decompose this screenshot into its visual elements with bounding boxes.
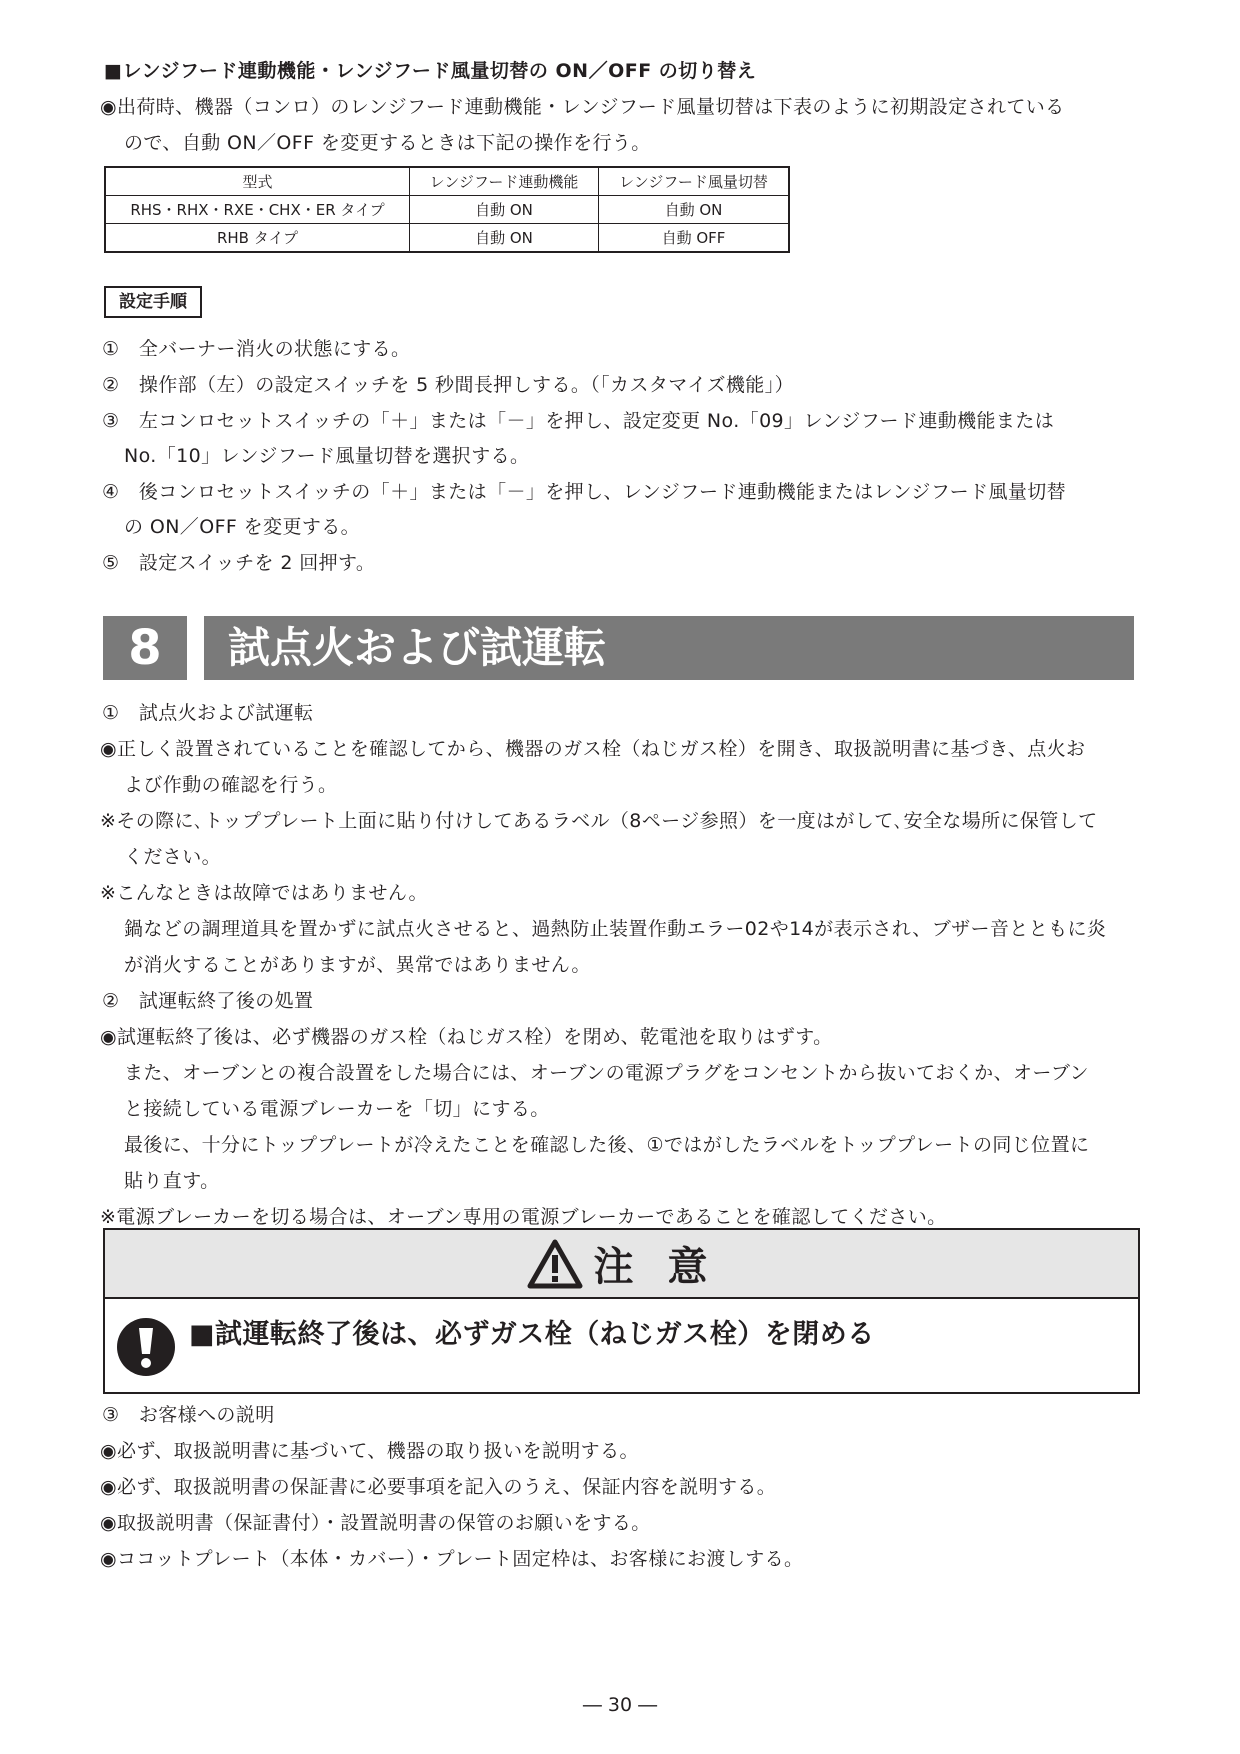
explanation-line: ◉必ず、取扱説明書の保証書に必要事項を記入のうえ、保証内容を説明する。: [100, 1476, 777, 1498]
intro-line: ので、自動 ON／OFF を変更するときは下記の操作を行う。: [124, 132, 651, 154]
section-number: 8: [103, 616, 187, 680]
body-line: ※その際に､トッププレート上面に貼り付けしてあるラベル（8ページ参照）を一度はがして､安全な場所に保管して: [100, 810, 1098, 832]
table-cell: 自動 ON: [410, 196, 599, 224]
explanation-line: ◉取扱説明書（保証書付）・設置説明書の保管のお願いをする。: [100, 1512, 651, 1534]
intro-line: ◉出荷時、機器（コンロ）のレンジフード連動機能・レンジフード風量切替は下表のように初期設定されている: [100, 96, 1065, 118]
body-line: 最後に、十分にトッププレートが冷えたことを確認した後、①ではがしたラベルをトッププレートの同じ位置に: [124, 1134, 1090, 1156]
table-cell: 自動 OFF: [599, 224, 790, 253]
step-line: No.「10」レンジフード風量切替を選択する。: [124, 445, 530, 467]
step-line: ① 全バーナー消火の状態にする。: [102, 338, 411, 360]
caution-text: ■試運転終了後は、必ずガス栓（ねじガス栓）を閉める: [189, 1319, 875, 1350]
procedure-label: 設定手順: [104, 286, 202, 318]
table-cell: RHB タイプ: [105, 224, 410, 253]
body-line: と接続している電源ブレーカーを「切」にする。: [124, 1098, 550, 1120]
table-cell: 自動 ON: [410, 224, 599, 253]
step-line: ④ 後コンロセットスイッチの「＋」または「－」を押し、レンジフード連動機能またはレンジフード風量切替: [102, 481, 1067, 503]
step-line: ② 操作部（左）の設定スイッチを 5 秒間長押しする。（「カスタマイズ機能」）: [102, 374, 794, 396]
body-line: ※電源ブレーカーを切る場合は、オーブン専用の電源ブレーカーであることを確認してください。: [100, 1206, 947, 1228]
step-line: ⑤ 設定スイッチを 2 回押す。: [102, 552, 376, 574]
body-line: 鍋などの調理道具を置かずに試点火させると、過熱防止装置作動エラー02や14が表示され、ブザー音とともに炎: [124, 918, 1107, 940]
mandatory-exclamation-icon: [115, 1316, 177, 1378]
body-line: また、オーブンとの複合設置をした場合には、オーブンの電源プラグをコンセントから抜いておくか、オーブン: [124, 1062, 1089, 1084]
table-header-cell: 型式: [105, 167, 410, 196]
table-header-cell: レンジフード連動機能: [410, 167, 599, 196]
subheading: ■レンジフード連動機能・レンジフード風量切替の ON／OFF の切り替え: [104, 60, 757, 82]
body-line: ください。: [124, 846, 222, 868]
step-line: の ON／OFF を変更する。: [124, 516, 361, 538]
section-title: 試点火および試運転: [204, 616, 1134, 680]
table-header-cell: レンジフード風量切替: [599, 167, 790, 196]
body-line: ① 試点火および試運転: [102, 702, 314, 724]
caution-header: [105, 1230, 1138, 1299]
explanation-line: ③ お客様への説明: [102, 1404, 275, 1426]
step-line: ③ 左コンロセットスイッチの「＋」または「－」を押し、設定変更 No.「09」レンジフード連動機能または: [102, 410, 1055, 432]
table-cell: 自動 ON: [599, 196, 790, 224]
explanation-line: ◉ココットプレート（本体・カバー）・プレート固定枠は、お客様にお渡しする。: [100, 1548, 804, 1570]
caution-box: [103, 1228, 1140, 1394]
body-line: ※こんなときは故障ではありません。: [100, 882, 428, 904]
settings-table: [104, 166, 790, 253]
table-row: [105, 196, 789, 224]
body-line: 貼り直す。: [124, 1170, 220, 1192]
body-line: ② 試運転終了後の処置: [102, 990, 314, 1012]
table-header-row: [105, 167, 789, 196]
page-number: ― 30 ―: [582, 1694, 658, 1716]
warning-triangle-icon: [526, 1238, 584, 1290]
body-line: が消火することがありますが、異常ではありません。: [124, 954, 591, 976]
caution-title: 注 意: [593, 1244, 718, 1290]
table-cell: RHS・RHX・RXE・CHX・ER タイプ: [105, 196, 410, 224]
body-line: ◉正しく設置されていることを確認してから、機器のガス栓（ねじガス栓）を開き、取扱説明書に基づき、点火お: [100, 738, 1086, 760]
body-line: ◉試運転終了後は、必ず機器のガス栓（ねじガス栓）を閉め、乾電池を取りはずす。: [100, 1026, 833, 1048]
body-line: よび作動の確認を行う。: [124, 774, 338, 796]
table-row: [105, 224, 789, 253]
explanation-line: ◉必ず、取扱説明書に基づいて、機器の取り扱いを説明する。: [100, 1440, 639, 1462]
